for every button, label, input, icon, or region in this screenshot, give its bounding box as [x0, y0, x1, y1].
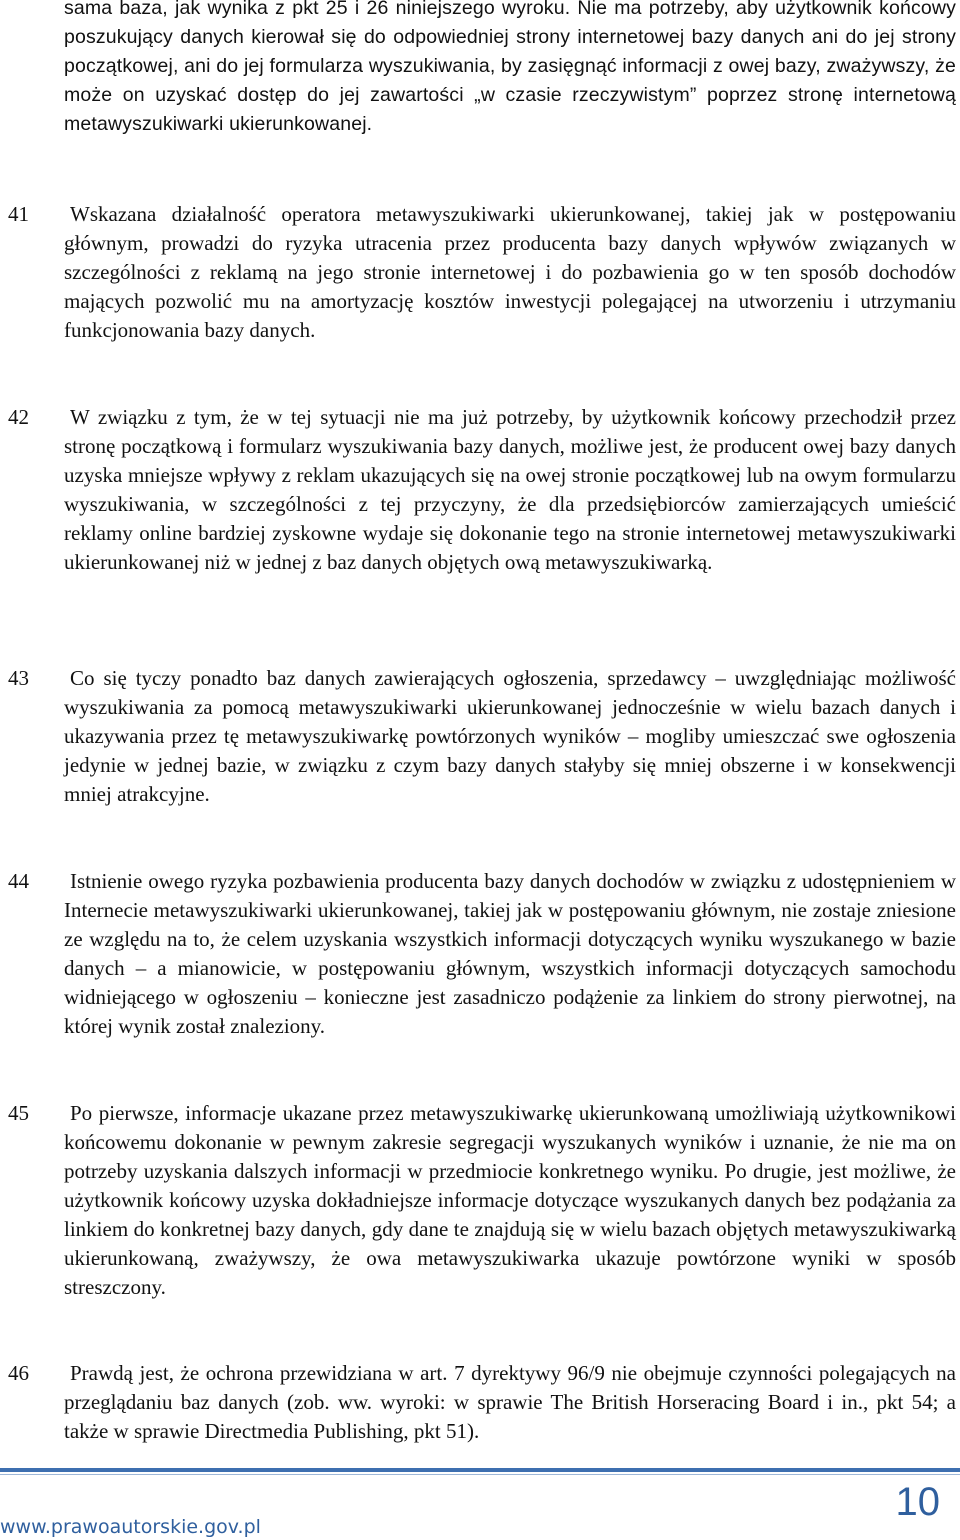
footer-divider-thin [0, 1474, 960, 1475]
paragraph-text: Istnienie owego ryzyka pozbawienia producenta bazy danych dochodów w związku z udostępnieniem w Internecie metawyszukiwarki ukierunkowanej, takiej jak w postępowaniu głównym, nie zostaje zniesione ze względu na to, że celem uzyskania wszystkich informacji dotyczących wyniku wyszukanego w bazie danych – a mianowicie, w postępowaniu głównym, wszystkich informacji dotyczących samochodu widniejącego w ogłoszeniu – konieczne jest zasadniczo podążenie za linkiem do strony pierwotnej, na której wynik został znaleziony. [64, 869, 956, 1038]
paragraph-text: Prawdą jest, że ochrona przewidziana w art. 7 dyrektywy 96/9 nie obejmuje czynności polegających na przeglądaniu baz danych (zob. ww. wyroki: w sprawie The British Horseracing Board i in., pkt 54; a także w sprawie Directmedia Publishing, pkt 51). [64, 1361, 956, 1443]
paragraph-number: 46 [8, 1361, 29, 1385]
page-number: 10 [895, 1480, 940, 1524]
paragraph-text: Po pierwsze, informacje ukazane przez metawyszukiwarkę ukierunkowaną umożliwiają użytkownikowi końcowemu dokonanie w pewnym zakresie segregacji wyszukanych wyników i uznanie, że nie ma on potrzeby uzyskania dalszych informacji w przedmiocie konkretnego wyniku. Po drugie, jest możliwe, że użytkownik końcowy uzyska dokładniejsze informacje dotyczące wyszukanych danych bez podążania za linkiem do konkretnej bazy danych, gdy dane te znajdują się w wielu bazach objętych metawyszukiwarką ukierunkowaną, zważywszy, że owa metawyszukiwarka ukazuje powtórzone wyniki w sposób streszczony. [64, 1101, 956, 1299]
paragraph-number: 43 [8, 666, 29, 690]
paragraph-number: 44 [8, 869, 29, 893]
intro-paragraph: sama baza, jak wynika z pkt 25 i 26 niniejszego wyroku. Nie ma potrzeby, aby użytkownik końcowy poszukujący danych kierował się do odpowiedniej strony internetowej bazy danych ani do jej strony początkowej, ani do jej formularza wyszukiwania, by zasięgnąć informacji z owej bazy, zważywszy, że może on uzyskać dostęp do jej zawartości „w czasie rzeczywistym” poprzez stronę internetową metawyszukiwarki ukierunkowanej. [64, 0, 956, 135]
footer-url: www.prawoautorskie.gov.pl [0, 1516, 261, 1538]
footer-divider [0, 1468, 960, 1472]
paragraph-number: 45 [8, 1101, 29, 1125]
paragraph-number: 42 [8, 405, 29, 429]
paragraph-text: W związku z tym, że w tej sytuacji nie ma już potrzeby, by użytkownik końcowy przechodził przez stronę początkową i formularz wyszukiwania bazy danych, możliwe jest, że producent owej bazy danych uzyska mniejsze wpływy z reklam ukazujących się na owej stronie początkowej lub na owym formularzu wyszukiwania, w szczególności z tej przyczyny, że dla przedsiębiorców zamierzających umieścić reklamy online bardziej zyskowne wydaje się dokonanie tego na stronie internetowej metawyszukiwarki ukierunkowanej niż w jednej z baz danych objętych ową metawyszukiwarką. [64, 405, 956, 574]
paragraph-text: Wskazana działalność operatora metawyszukiwarki ukierunkowanej, takiej jak w postępowaniu głównym, prowadzi do ryzyka utracenia przez producenta bazy danych wpływów związanych w szczególności z reklamą na jego stronie internetowej i do pozbawienia go w ten sposób dochodów mających pozwolić mu na amortyzację kosztów inwestycji polegającej na utworzeniu i utrzymaniu funkcjonowania bazy danych. [64, 202, 956, 342]
paragraph-text: Co się tyczy ponadto baz danych zawierających ogłoszenia, sprzedawcy – uwzględniając możliwość wyszukiwania za pomocą metawyszukiwarki ukierunkowanej jednocześnie w wielu bazach danych i ukazywania przez tę metawyszukiwarkę powtórzonych wyników – mogliby umieszczać swe ogłoszenia jedynie w jednej bazie, w związku z czym bazy danych stałyby się mniej obszerne i w konsekwencji mniej atrakcyjne. [64, 666, 956, 806]
paragraph-number: 41 [8, 202, 29, 226]
